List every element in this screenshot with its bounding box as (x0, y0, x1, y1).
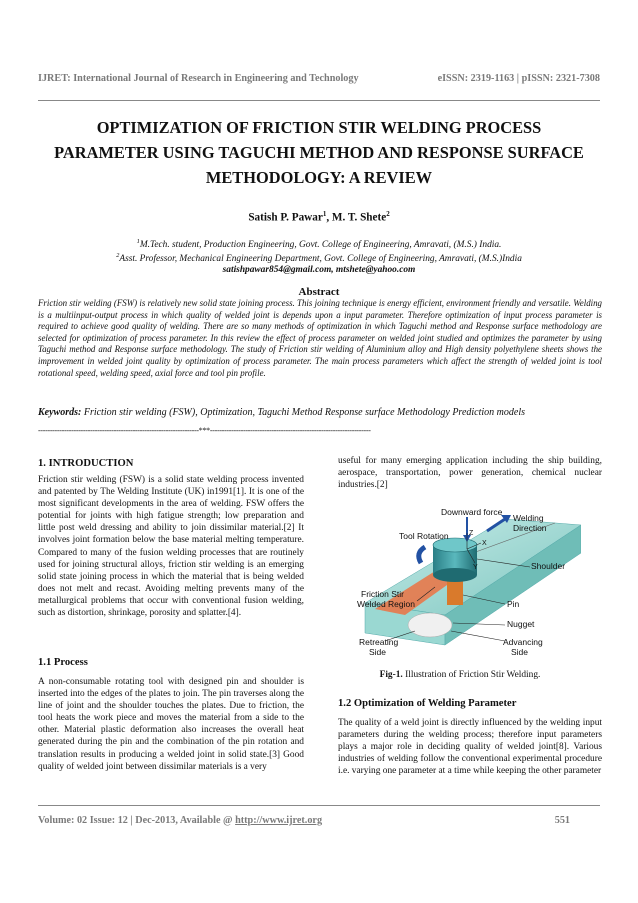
author-2-sup: 2 (386, 210, 390, 218)
label-retreating-1: Retreating (359, 637, 399, 647)
keywords-text: Friction stir welding (FSW), Optimization, Taguchi Method Response surface Methodology Prediction models (81, 407, 525, 418)
footer-url-link[interactable]: http://www.ijret.org (235, 815, 323, 826)
label-nugget: Nugget (507, 619, 535, 629)
label-fsw-2: Welded Region (357, 599, 415, 609)
label-retreating-2: Side (369, 647, 387, 657)
label-x: X (482, 540, 487, 547)
nugget (408, 613, 452, 637)
label-tool-rotation: Tool Rotation (399, 531, 449, 541)
author-2: M. T. Shete (331, 211, 387, 224)
aff1-sup: 1 (136, 238, 140, 245)
author-emails: satishpawar854@gmail.com, mtshete@yahoo.com (222, 265, 416, 275)
author-sep: , (326, 211, 332, 224)
footer-rule (38, 805, 600, 806)
intro-heading: 1. INTRODUCTION (38, 458, 134, 469)
label-z: Z (469, 530, 474, 537)
label-advancing-1: Advancing (503, 637, 543, 647)
process-text: A non-consumable rotating tool with designed pin and shoulder is inserted into the edges of the plates to join. The pin traverses along the line of joint and the shoulder touches the plates. Due to friction, the tool heats the work piece and moves the material from a side to the other. Material plastic deformation also increases the overall heat generated during the pin and the combination of the pin rotation and translation results in producing a welded joint in solid state.[3] Good quality of welded joint between dissimilar materials is a very (38, 677, 304, 772)
tool-bottom (433, 568, 477, 582)
process-heading: 1.1 Process (38, 657, 88, 668)
rotation-arrow-icon (419, 547, 425, 563)
label-advancing-2: Side (511, 647, 529, 657)
label-y: Y (473, 564, 478, 571)
figure-caption-text: Illustration of Friction Stir Welding. (402, 670, 541, 680)
figure-caption-label: Fig-1. (379, 670, 403, 680)
header-rule (38, 100, 600, 101)
figure-caption (318, 670, 602, 680)
author-1-sup: 1 (322, 210, 327, 218)
author-1: Satish P. Pawar (248, 211, 323, 224)
authors (30, 210, 608, 224)
aff1-text: M.Tech. student, Production Engineering, Govt. College of Engineering, Amravati, (M.S.) India. (139, 240, 502, 251)
page-number: 551 (554, 815, 570, 826)
label-downward-force: Downward force (441, 507, 503, 517)
optimization-text: The quality of a weld joint is directly influenced by the welding input parameters during the welding process; therefore input parameters plays a major role in deciding quality of welded joint[8]. Various industries of welding follow the conventional experimental procedure i.e. varying one parameter at a time while keeping the other parameter (338, 718, 602, 777)
abstract-heading: Abstract (298, 286, 340, 298)
footer-volume (38, 815, 322, 826)
issn: eISSN: 2319-1163 | pISSN: 2321-7308 (437, 73, 600, 84)
paper-title (30, 115, 608, 190)
footer-volume-text: Volume: 02 Issue: 12 | Dec-2013, Available @ (38, 815, 236, 826)
keywords (38, 407, 602, 418)
title-line-2: PARAMETER USING TAGUCHI METHOD AND RESPONSE SURFACE (54, 143, 584, 162)
title-line-3: METHODOLOGY: A REVIEW (205, 168, 433, 187)
abstract-text: Friction stir welding (FSW) is relatively new solid state joining process. This joining technique is energy efficient, environment friendly and versatile. Welding is a multiinput-output process in which quality of welded joint is depends upon a input parameter. Therefore optimization of input process parameter is required to achieve good quality of welding. There are so many methods of optimization in which Taguchi method and Response surface methodology are selected for optimization of process parameter. In this review the effect of process parameter on welded joint studied and optimizes the parameter by using Taguchi method and Response surface methodology. The study of Friction stir welding of Aluminium alloy and High density polyethylene sheets shows the improvement in welded joint quality by optimization of process parameter. The main process parameters which affect the strength of welded joint is tool rotational speed, welding speed, axial force and tool pin profile. (38, 298, 602, 378)
label-welding-2: Direction (513, 523, 547, 533)
affiliation-2 (30, 250, 608, 265)
label-pin: Pin (507, 599, 520, 609)
keywords-label: Keywords: (38, 407, 82, 418)
fsw-illustration (355, 505, 581, 665)
optimization-heading: 1.2 Optimization of Welding Parameter (338, 698, 517, 709)
affiliation-1 (30, 236, 608, 251)
footer (38, 815, 600, 826)
aff2-text: Asst. Professor, Mechanical Engineering Department, Govt. College of Engineering, Amravati, (M.S.)India (119, 254, 522, 265)
journal-name: IJRET: International Journal of Research in Engineering and Technology (38, 73, 359, 84)
section-separator: --------------------------------------------------------------------***-------------------------------------------------------------------- (38, 426, 371, 435)
aff2-sup: 2 (116, 252, 120, 259)
intro-text: Friction stir welding (FSW) is a solid state welding process invented and patented by The Welding Institute (UK) in1991[1]. It is one of the most significant developments in the area of welding. FSW offers the potential for joints with high fatigue strength; low preparation and little post weld dressing and ability to join dissimilar material.[2] It involves joint formation below the base material melting temperature. Compared to many of the fusion welding processes that are routinely used for joining structural alloys, friction stir welding is an emerging solid state joining process in which the material that is being welded does not melt and recast. Avoiding melting prevents many of the metallurgical problems that occur with conventional fusion welding, such as distortion, shrinkage, porosity and splatter.[4]. (38, 475, 304, 619)
running-header (38, 73, 600, 84)
title-line-1: OPTIMIZATION OF FRICTION STIR WELDING PROCESS (96, 118, 542, 137)
label-fsw-1: Friction Stir (361, 589, 404, 599)
label-welding-1: Welding (513, 513, 544, 523)
right-column-continuation: useful for many emerging application including the ship building, aerospace, transportation, power generation, chemical nuclear industries.[2] (338, 456, 602, 491)
label-shoulder: Shoulder (531, 561, 566, 571)
